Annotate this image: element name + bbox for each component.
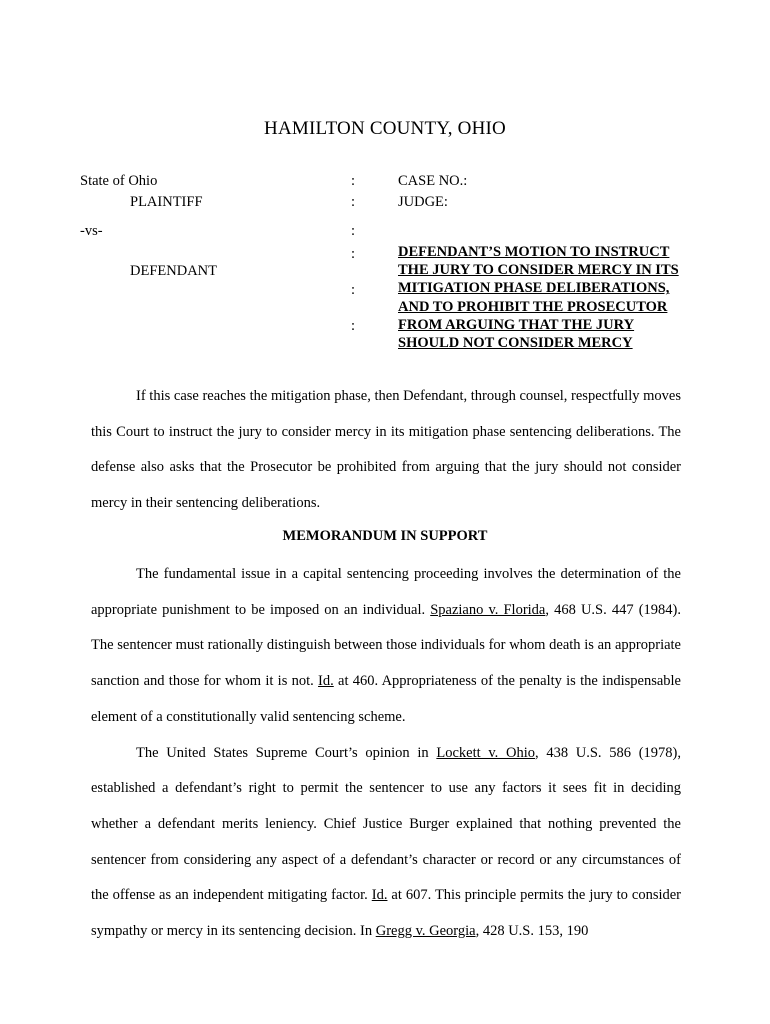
id-citation: Id.	[371, 887, 388, 904]
caption-colon: :	[351, 282, 356, 298]
motion-title-line: DEFENDANT’S MOTION TO INSTRUCT	[398, 244, 670, 260]
case-citation: Spaziano v. Florida	[430, 601, 546, 618]
plaintiff-label: PLAINTIFF	[130, 194, 203, 210]
text-run: , 438 U.S. 586 (1978), established a defendant’s right to permit the sentencer to use any factors it sees fit in deciding whether a defendant merits leniency. Chief Justice Burger explained that nothing prevented the sentencer from considering any aspect of a defendant’s character or record or any circumstances of the offense as an independent mitigating factor.	[91, 744, 681, 904]
case-number-label: CASE NO.:	[398, 173, 468, 189]
motion-title-line: THE JURY TO CONSIDER MERCY IN ITS	[398, 262, 679, 279]
motion-title-line: AND TO PROHIBIT THE PROSECUTOR	[398, 298, 668, 315]
state-party: State of Ohio	[80, 173, 158, 189]
text-run: , 468 U.S. 447 (1984). The sentencer must rationally distinguish between those individuals for whom death is an appropriate sanction and those for whom it is not.	[91, 601, 681, 690]
versus-label: -vs-	[80, 223, 103, 239]
case-citation: Gregg v. Georgia	[375, 923, 476, 940]
text-run: , 428 U.S. 153, 190	[475, 923, 589, 940]
caption-colon: :	[351, 173, 356, 189]
motion-title-line: SHOULD NOT CONSIDER MERCY	[398, 335, 633, 352]
motion-title	[398, 243, 698, 352]
text-run: at 460. Appropriateness of the penalty is the indispensable element of a constitutionally valid sentencing scheme.	[91, 673, 681, 725]
motion-intro	[91, 379, 681, 522]
memorandum-heading: MEMORANDUM IN SUPPORT	[282, 528, 488, 544]
intro-paragraph: If this case reaches the mitigation phase, then Defendant, through counsel, respectfully moves this Court to instruct the jury to consider mercy in its mitigation phase sentencing deliberations. The defense also asks that the Prosecutor be prohibited from arguing that the jury should not consider mercy in their sentencing deliberations.	[91, 388, 681, 512]
text-run: at 607. This principle permits the jury to consider sympathy or mercy in its sentencing decision. In	[91, 887, 681, 940]
defendant-label: DEFENDANT	[130, 263, 217, 279]
text-run: The United States Supreme Court’s opinion in	[136, 744, 437, 761]
id-citation: Id.	[318, 673, 334, 690]
caption-colon: :	[351, 223, 356, 239]
caption-colon: :	[351, 246, 356, 262]
text-run: The fundamental issue in a capital sentencing proceeding involves the determination of the appropriate punishment to be imposed on an individual.	[91, 566, 681, 618]
memorandum-paragraph	[91, 736, 681, 950]
motion-title-line: FROM ARGUING THAT THE JURY	[398, 316, 635, 333]
judge-label: JUDGE:	[398, 194, 448, 210]
caption-colon: :	[351, 194, 356, 210]
memorandum-body	[91, 557, 681, 950]
caption-colon: :	[351, 318, 356, 334]
motion-title-line: MITIGATION PHASE DELIBERATIONS,	[398, 280, 670, 297]
case-citation: Lockett v. Ohio	[436, 744, 535, 761]
court-county-heading: HAMILTON COUNTY, OHIO	[264, 118, 506, 139]
memorandum-paragraph	[91, 557, 681, 736]
